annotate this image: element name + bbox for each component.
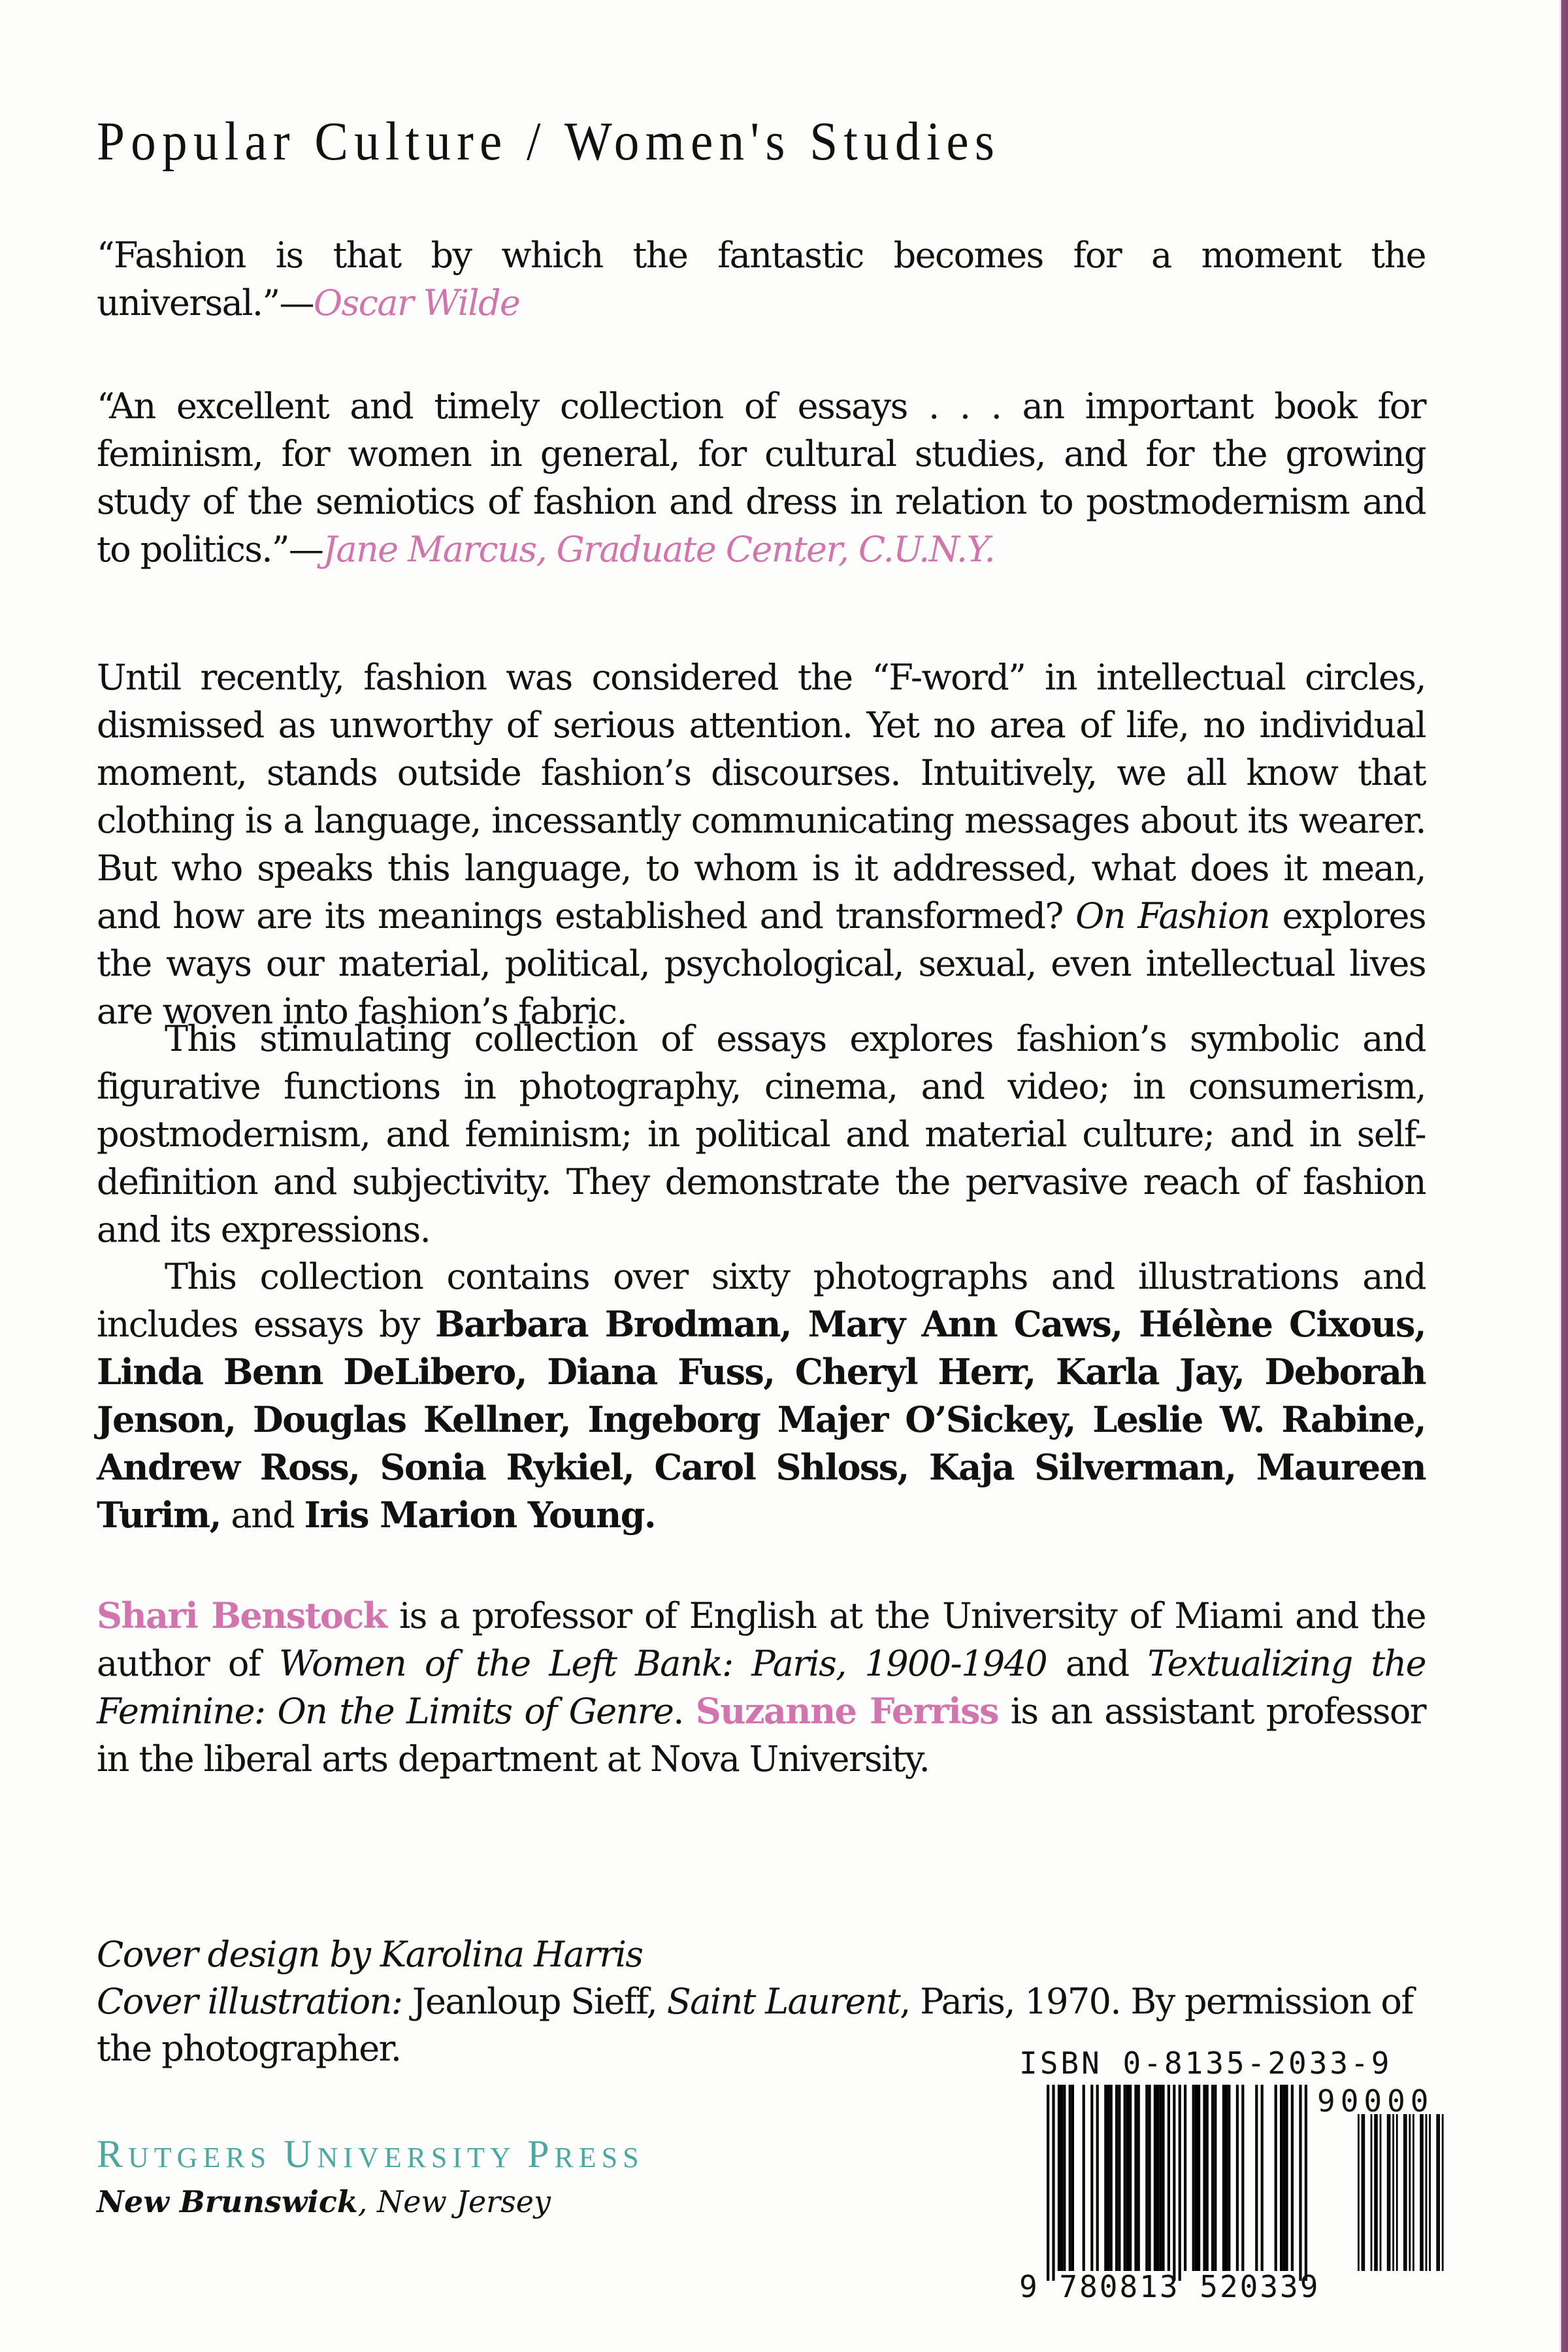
publisher-name-part: UTGERS	[128, 2142, 284, 2174]
publisher-name-part: RESS	[554, 2142, 644, 2174]
bio-text: .	[673, 1691, 696, 1732]
editors-bio	[97, 1592, 1426, 1783]
barcode-bar	[1228, 2085, 1230, 2271]
barcode-bar	[1104, 2085, 1107, 2271]
addon-bar	[1422, 2114, 1424, 2271]
isbn-number: ISBN 0-8135-2033-9	[1019, 2046, 1392, 2081]
description-text: Until recently, fashion was considered the “F-word” in intellectual circles, dismissed as unworthy of serious attention. Yet no area of life, no individual moment, stands outside fashion’s discourses. Intuitively, we all know that clothing is a language, incessantly communicating messages about its wearer. But who speaks this language, to whom is it addressed, what does it mean, and how are its meanings established and transformed?	[97, 657, 1426, 936]
publisher-name-part: R	[97, 2132, 129, 2176]
barcode-bar	[1124, 2085, 1126, 2271]
bio-text: is a professor of English at the University of Miami and the author of	[97, 1595, 1426, 1684]
contributors-sentence	[97, 1253, 1426, 1539]
addon-bar	[1392, 2114, 1394, 2271]
barcode-bar	[1222, 2085, 1225, 2271]
addon-bar	[1380, 2114, 1382, 2271]
barcode-bar	[1145, 2085, 1148, 2271]
ean-bars	[1047, 2085, 1307, 2281]
barcode-ean-digits: 9 780813 520339	[1019, 2269, 1320, 2304]
barcode-bar	[1159, 2085, 1162, 2271]
barcode-bar	[1225, 2085, 1228, 2271]
editor-name: Suzanne Ferriss	[695, 1690, 998, 1732]
bio-text: and	[1047, 1643, 1148, 1684]
barcode-bar	[1162, 2085, 1164, 2271]
credit-text: Jeanloup Sieff,	[402, 1981, 667, 2022]
barcode-bar	[1184, 2085, 1186, 2271]
barcode-bar	[1047, 2085, 1049, 2281]
editor-name: Shari Benstock	[97, 1595, 387, 1636]
addon-bar	[1376, 2114, 1378, 2271]
barcode-bar	[1255, 2085, 1258, 2271]
publisher-name-part: P	[527, 2132, 555, 2176]
barcode-bar	[1203, 2085, 1205, 2271]
barcode-bar	[1275, 2085, 1277, 2271]
barcode-bar	[1282, 2085, 1285, 2271]
publisher-location	[97, 2184, 551, 2219]
barcode-bar	[1236, 2085, 1239, 2271]
addon-bar	[1396, 2114, 1398, 2271]
book-title: On Fashion	[1075, 895, 1270, 936]
addon-bar	[1371, 2114, 1373, 2271]
barcode-bar	[1261, 2085, 1264, 2271]
barcode-bar	[1107, 2085, 1109, 2271]
publisher-name	[97, 2132, 644, 2177]
book-title: Women of the Left Bank: Paris, 1900-1940	[278, 1643, 1047, 1684]
last-contributor: Iris Marion Young.	[304, 1494, 656, 1536]
barcode-bar	[1115, 2085, 1118, 2271]
barcode-bar	[1129, 2085, 1132, 2271]
quote-attribution: Jane Marcus, Graduate Center, C.U.N.Y.	[323, 529, 995, 570]
barcode-bar	[1110, 2085, 1113, 2271]
addon-bar	[1358, 2114, 1360, 2271]
barcode-bar	[1060, 2085, 1063, 2271]
barcode-bar	[1198, 2085, 1200, 2271]
barcode-bar	[1071, 2085, 1074, 2271]
barcode-bar	[1134, 2085, 1137, 2271]
barcode-bar	[1096, 2085, 1099, 2271]
credit-text: , Paris, 1970. By permission of the photographer.	[97, 1981, 1413, 2069]
barcode-bar	[1168, 2085, 1170, 2271]
addon-bar	[1426, 2114, 1428, 2271]
barcode-bar	[1058, 2085, 1060, 2271]
barcode-bar	[1195, 2085, 1198, 2271]
barcode-bar	[1206, 2085, 1209, 2271]
barcode-bar	[1083, 2085, 1085, 2271]
barcode-bar	[1214, 2085, 1217, 2271]
barcode-bar	[1154, 2085, 1156, 2271]
description-text: and	[220, 1495, 304, 1536]
quote-text: “An excellent and timely collection of essays . . . an important book for feminism, for women in general, for cultural studies, and for the growing study of the semiotics of fashion and dress in relation to postmodernism and to politics.”—	[97, 386, 1426, 570]
publisher-city: New Brunswick	[97, 2184, 358, 2219]
barcode-bar	[1285, 2085, 1288, 2271]
contributors-list: Barbara Brodman, Mary Ann Caws, Hélène Cixous, Linda Benn DeLibero, Diana Fuss, Cheryl Herr, Karla Jay, Deborah Jenson, Douglas Kellner, Ingeborg Majer O’Sickey, Leslie W. Rabine, Andrew Ross, Sonia Rykiel, Carol Shloss, Kaja Silverman, Maureen Turim,	[97, 1303, 1426, 1536]
barcode-bar	[1069, 2085, 1071, 2271]
addon-bar	[1374, 2114, 1376, 2271]
barcode-bar	[1173, 2085, 1175, 2281]
credit-label: Cover illustration:	[97, 1981, 402, 2022]
barcode-bar	[1156, 2085, 1159, 2271]
barcode-bar	[1148, 2085, 1151, 2271]
barcode-bar	[1305, 2085, 1307, 2281]
addon-bar	[1413, 2114, 1414, 2271]
addon-bar	[1387, 2114, 1389, 2271]
description-text: explores the ways our material, political, psychological, sexual, even intellectual lives are woven into fashion’s fabric.	[97, 895, 1426, 1032]
book-title: Textualizing the Feminine: On the Limits of Genre	[97, 1643, 1426, 1732]
barcode-bar	[1299, 2085, 1301, 2281]
barcode-bar	[1090, 2085, 1093, 2271]
addon-bar	[1363, 2114, 1365, 2271]
isbn-barcode	[987, 2032, 1457, 2307]
quote-attribution: Oscar Wilde	[313, 282, 520, 323]
description-text: This stimulating collection of essays explores fashion’s symbolic and figurative functions in photography, cinema, and video; in consumerism, postmodernism, and feminism; in political and material culture; and in self-definition and subjectivity. They demonstrate the pervasive reach of fashion and its expressions.	[97, 1018, 1426, 1250]
barcode-bar	[1179, 2085, 1181, 2281]
addon-bar	[1362, 2114, 1364, 2271]
bio-text: is an assistant professor in the liberal arts department at Nova University.	[97, 1691, 1426, 1780]
publisher-name-part: U	[284, 2132, 318, 2176]
description-paragraph-2	[97, 1015, 1426, 1253]
barcode-bar	[1063, 2085, 1066, 2271]
barcode-bars	[987, 2032, 1457, 2307]
category-heading: Popular Culture / Women's Studies	[97, 111, 1001, 172]
addon-bar	[1420, 2114, 1422, 2271]
publisher-name-part: NIVERSITY	[317, 2142, 528, 2174]
addon-bar	[1403, 2114, 1405, 2271]
barcode-bar	[1211, 2085, 1214, 2271]
addon-bars	[1358, 2114, 1444, 2271]
barcode-bar	[1291, 2085, 1294, 2271]
barcode-bar	[1137, 2085, 1140, 2271]
barcode-bar	[1118, 2085, 1120, 2271]
barcode-bar	[1280, 2085, 1282, 2271]
description-paragraph-3	[97, 1253, 1426, 1539]
credit-work: Saint Laurent	[666, 1981, 900, 2022]
quote-jane-marcus	[97, 382, 1426, 573]
spine-edge	[1559, 0, 1568, 2352]
addon-bar	[1436, 2114, 1438, 2271]
quote-oscar-wilde	[97, 231, 1426, 327]
barcode-bar	[1241, 2085, 1244, 2271]
addon-bar	[1442, 2114, 1444, 2271]
addon-bar	[1438, 2114, 1440, 2271]
description-text: This collection contains over sixty photographs and illustrations and includes essays by	[97, 1256, 1426, 1345]
barcode-bar	[1052, 2085, 1054, 2281]
barcode-bar	[1192, 2085, 1195, 2271]
barcode-addon-digits: 90000	[1317, 2083, 1434, 2119]
addon-bar	[1405, 2114, 1407, 2271]
addon-bar	[1389, 2114, 1391, 2271]
quote-text: “Fashion is that by which the fantastic becomes for a moment the universal.”—	[97, 235, 1426, 323]
addon-bar	[1409, 2114, 1411, 2271]
publisher-state: , New Jersey	[357, 2184, 551, 2219]
addon-bar	[1429, 2114, 1431, 2271]
description-paragraph-1	[97, 654, 1426, 1035]
cover-design-credit: Cover design by Karolina Harris	[97, 1934, 643, 1975]
barcode-bar	[1126, 2085, 1129, 2271]
